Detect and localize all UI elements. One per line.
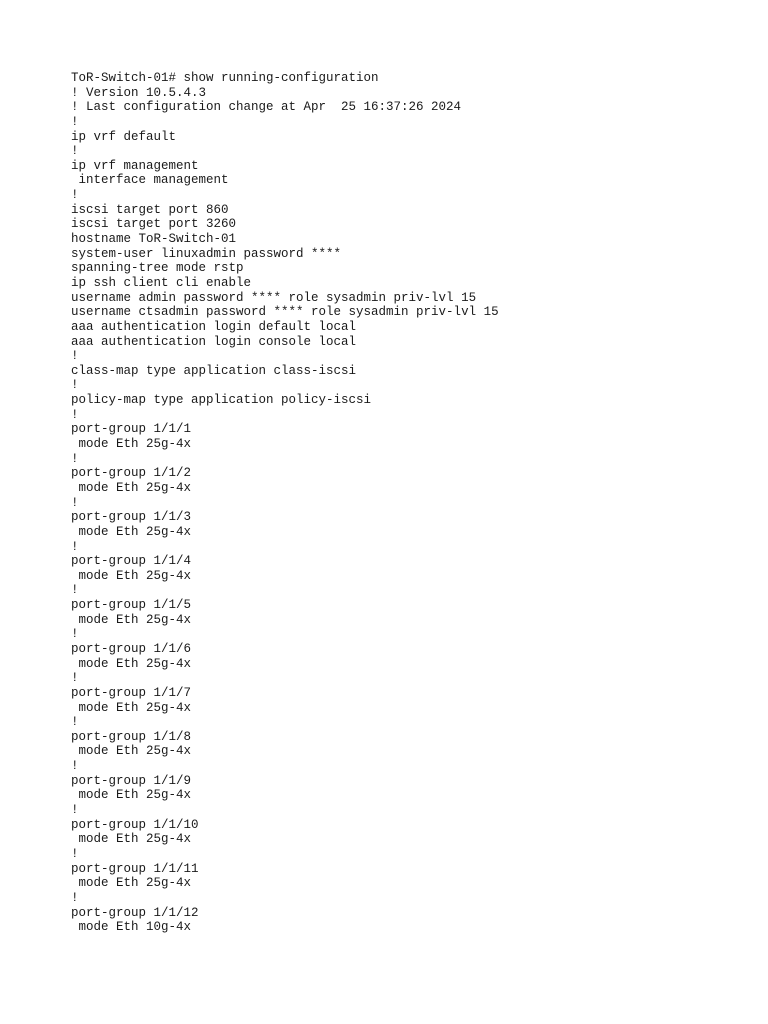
config-line: mode Eth 25g-4x xyxy=(71,480,192,495)
config-line: hostname ToR-Switch-01 xyxy=(71,232,237,247)
config-line: mode Eth 25g-4x xyxy=(71,437,192,452)
config-line: mode Eth 10g-4x xyxy=(71,920,192,935)
config-line: mode Eth 25g-4x xyxy=(71,656,192,671)
config-line: ip ssh client cli enable xyxy=(71,275,252,290)
config-line: port-group 1/1/2 xyxy=(71,466,192,481)
config-line: username admin password **** role sysadmin priv-lvl 15 xyxy=(71,290,477,305)
config-line: ! xyxy=(71,803,79,818)
config-line: ! xyxy=(71,671,79,686)
config-line: interface management xyxy=(71,173,229,188)
config-line: mode Eth 25g-4x xyxy=(71,568,192,583)
config-line: ! xyxy=(71,188,79,203)
config-line: port-group 1/1/3 xyxy=(71,510,192,525)
config-line: ! xyxy=(71,539,79,554)
config-line: mode Eth 25g-4x xyxy=(71,744,192,759)
config-line: aaa authentication login console local xyxy=(71,334,357,349)
config-line: ! xyxy=(71,349,79,364)
config-line: class-map type application class-iscsi xyxy=(71,363,357,378)
config-line: aaa authentication login default local xyxy=(71,319,357,334)
config-line: ! xyxy=(71,583,79,598)
config-line: mode Eth 25g-4x xyxy=(71,876,192,891)
config-line: port-group 1/1/7 xyxy=(71,685,192,700)
config-line: port-group 1/1/9 xyxy=(71,773,192,788)
config-line: ip vrf default xyxy=(71,129,177,144)
config-line: ! Last configuration change at Apr 25 16:37:26 2024 xyxy=(71,100,462,115)
config-line: username ctsadmin password **** role sysadmin priv-lvl 15 xyxy=(71,305,499,320)
config-line: mode Eth 25g-4x xyxy=(71,700,192,715)
config-line: iscsi target port 860 xyxy=(71,202,229,217)
config-line: port-group 1/1/8 xyxy=(71,729,192,744)
config-line: system-user linuxadmin password **** xyxy=(71,246,342,261)
config-line: ! xyxy=(71,451,79,466)
config-line: iscsi target port 3260 xyxy=(71,217,237,232)
config-line: ! xyxy=(71,144,79,159)
running-config-output xyxy=(71,71,731,935)
config-line: ! Version 10.5.4.3 xyxy=(71,85,207,100)
config-line: port-group 1/1/12 xyxy=(71,905,199,920)
config-line: ! xyxy=(71,846,79,861)
config-line: ip vrf management xyxy=(71,158,199,173)
config-line: port-group 1/1/5 xyxy=(71,598,192,613)
config-line: port-group 1/1/4 xyxy=(71,554,192,569)
config-line: mode Eth 25g-4x xyxy=(71,612,192,627)
document-page xyxy=(71,71,731,935)
config-line: port-group 1/1/6 xyxy=(71,641,192,656)
config-line: ! xyxy=(71,627,79,642)
config-line: ! xyxy=(71,715,79,730)
config-line: mode Eth 25g-4x xyxy=(71,524,192,539)
config-line: port-group 1/1/1 xyxy=(71,422,192,437)
config-line: port-group 1/1/11 xyxy=(71,861,199,876)
config-line: ! xyxy=(71,378,79,393)
config-line: port-group 1/1/10 xyxy=(71,817,199,832)
config-line: ! xyxy=(71,495,79,510)
config-line: mode Eth 25g-4x xyxy=(71,788,192,803)
config-line: policy-map type application policy-iscsi xyxy=(71,393,372,408)
config-line: spanning-tree mode rstp xyxy=(71,261,244,276)
config-line: ToR-Switch-01# show running-configuration xyxy=(71,71,379,85)
config-line: ! xyxy=(71,890,79,905)
config-line: ! xyxy=(71,114,79,129)
config-line: ! xyxy=(71,407,79,422)
config-line: mode Eth 25g-4x xyxy=(71,832,192,847)
config-line: ! xyxy=(71,759,79,774)
